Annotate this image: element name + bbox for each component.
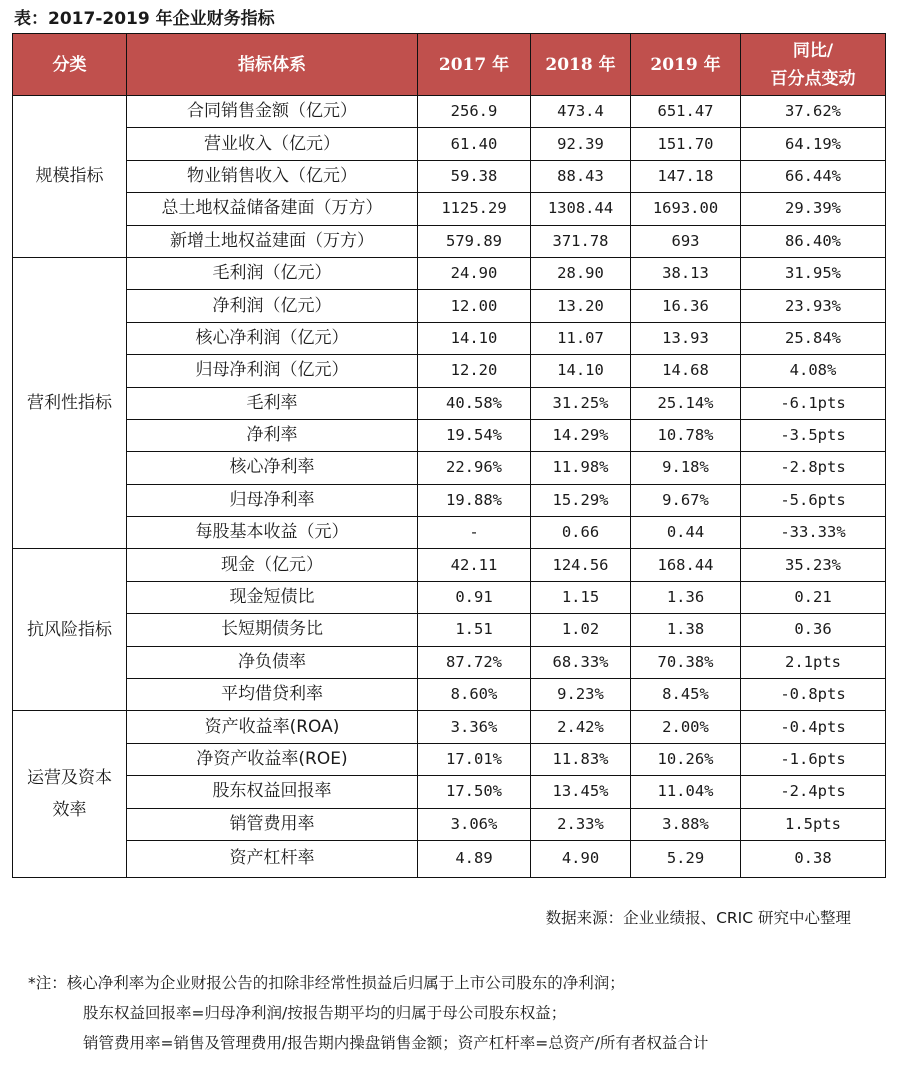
indicator-cell: 净资产收益率(ROE) [127,743,418,775]
indicator-cell: 核心净利率 [127,452,418,484]
table-row [13,355,886,387]
value-2018-cell: 1.15 [531,581,631,613]
table-row [13,646,886,678]
value-2017-cell: 87.72% [418,646,531,678]
change-cell: -3.5pts [741,419,886,451]
change-cell: 86.40% [741,225,886,257]
indicator-cell: 核心净利润（亿元） [127,322,418,354]
value-2017-cell: 22.96% [418,452,531,484]
change-cell: 66.44% [741,160,886,192]
table-row [13,160,886,192]
change-cell: -0.4pts [741,711,886,743]
indicator-cell: 归母净利润（亿元） [127,355,418,387]
change-cell: -33.33% [741,517,886,549]
header-indicator: 指标体系 [127,34,418,96]
value-2017-cell: 0.91 [418,581,531,613]
table-row [13,193,886,225]
value-2018-cell: 11.07 [531,322,631,354]
table-row [13,419,886,451]
header-change [741,34,886,96]
value-2019-cell: 2.00% [631,711,741,743]
indicator-cell: 净利润（亿元） [127,290,418,322]
value-2018-cell: 371.78 [531,225,631,257]
table-title: 表：2017-2019 年企业财务指标 [14,9,275,29]
value-2017-cell: 17.50% [418,776,531,808]
table-row [13,776,886,808]
footnote-3: 销管费用率=销售及管理费用/报告期内操盘销售金额；资产杠杆率=总资产/所有者权益合计 [83,1034,709,1052]
value-2018-cell: 2.33% [531,808,631,840]
footnote-2: 股东权益回报率=归母净利润/按报告期平均的归属于母公司股东权益； [83,1004,567,1022]
table-row [13,484,886,516]
value-2019-cell: 1.38 [631,614,741,646]
value-2018-cell: 1.02 [531,614,631,646]
value-2017-cell: 19.54% [418,419,531,451]
value-2017-cell: 61.40 [418,128,531,160]
value-2019-cell: 70.38% [631,646,741,678]
table-row [13,840,886,877]
change-cell: 0.38 [741,840,886,877]
header-row [13,34,886,96]
indicator-cell: 新增土地权益建面（万方） [127,225,418,257]
value-2019-cell: 9.18% [631,452,741,484]
change-cell: 0.21 [741,581,886,613]
table-body [13,96,886,878]
value-2018-cell: 14.10 [531,355,631,387]
change-cell: 1.5pts [741,808,886,840]
value-2019-cell: 8.45% [631,679,741,711]
value-2017-cell: 14.10 [418,322,531,354]
table-row [13,517,886,549]
value-2019-cell: 1.36 [631,581,741,613]
change-cell: 31.95% [741,257,886,289]
value-2018-cell: 1308.44 [531,193,631,225]
table-row [13,322,886,354]
table-row [13,128,886,160]
change-cell: -2.8pts [741,452,886,484]
value-2019-cell: 147.18 [631,160,741,192]
change-cell: 2.1pts [741,646,886,678]
category-cell: 运营及资本效率 [13,711,127,878]
indicator-cell: 毛利润（亿元） [127,257,418,289]
value-2017-cell: 8.60% [418,679,531,711]
table-row [13,679,886,711]
table-row [13,614,886,646]
header-2018: 2018 年 [531,34,631,96]
indicator-cell: 资产杠杆率 [127,840,418,877]
change-cell: -2.4pts [741,776,886,808]
footnote-1: *注：核心净利率为企业财报公告的扣除非经常性损益后归属于上市公司股东的净利润； [28,974,625,992]
value-2017-cell: 4.89 [418,840,531,877]
value-2019-cell: 168.44 [631,549,741,581]
value-2019-cell: 9.67% [631,484,741,516]
value-2018-cell: 124.56 [531,549,631,581]
value-2018-cell: 92.39 [531,128,631,160]
value-2017-cell: - [418,517,531,549]
value-2018-cell: 11.83% [531,743,631,775]
value-2019-cell: 0.44 [631,517,741,549]
table-row [13,96,886,128]
value-2019-cell: 3.88% [631,808,741,840]
indicator-cell: 物业销售收入（亿元） [127,160,418,192]
value-2017-cell: 19.88% [418,484,531,516]
change-cell: 0.36 [741,614,886,646]
change-cell: 37.62% [741,96,886,128]
value-2019-cell: 651.47 [631,96,741,128]
indicator-cell: 销管费用率 [127,808,418,840]
value-2019-cell: 693 [631,225,741,257]
value-2017-cell: 12.00 [418,290,531,322]
header-change-line1: 同比/ [792,40,834,61]
value-2018-cell: 4.90 [531,840,631,877]
value-2017-cell: 24.90 [418,257,531,289]
table-row [13,257,886,289]
value-2019-cell: 1693.00 [631,193,741,225]
value-2019-cell: 10.78% [631,419,741,451]
change-cell: -6.1pts [741,387,886,419]
category-cell: 营利性指标 [13,257,127,549]
indicator-cell: 平均借贷利率 [127,679,418,711]
indicator-cell: 合同销售金额（亿元） [127,96,418,128]
value-2017-cell: 256.9 [418,96,531,128]
category-cell: 规模指标 [13,96,127,258]
value-2019-cell: 25.14% [631,387,741,419]
header-2019: 2019 年 [631,34,741,96]
value-2018-cell: 473.4 [531,96,631,128]
value-2018-cell: 9.23% [531,679,631,711]
indicator-cell: 现金（亿元） [127,549,418,581]
value-2019-cell: 10.26% [631,743,741,775]
data-source-note: 数据来源：企业业绩报、CRIC 研究中心整理 [545,909,851,927]
change-cell: 4.08% [741,355,886,387]
value-2017-cell: 579.89 [418,225,531,257]
table-row [13,711,886,743]
value-2017-cell: 12.20 [418,355,531,387]
indicator-cell: 归母净利率 [127,484,418,516]
table-row [13,808,886,840]
indicator-cell: 现金短债比 [127,581,418,613]
value-2018-cell: 28.90 [531,257,631,289]
category-cell: 抗风险指标 [13,549,127,711]
value-2018-cell: 2.42% [531,711,631,743]
value-2018-cell: 0.66 [531,517,631,549]
value-2019-cell: 151.70 [631,128,741,160]
value-2019-cell: 5.29 [631,840,741,877]
change-cell: 35.23% [741,549,886,581]
table-row [13,581,886,613]
value-2017-cell: 40.58% [418,387,531,419]
value-2017-cell: 59.38 [418,160,531,192]
change-cell: 64.19% [741,128,886,160]
header-change-line2: 百分点变动 [770,68,856,89]
indicator-cell: 毛利率 [127,387,418,419]
indicator-cell: 资产收益率(ROA) [127,711,418,743]
header-category: 分类 [13,34,127,96]
table-row [13,743,886,775]
value-2017-cell: 1.51 [418,614,531,646]
indicator-cell: 净利率 [127,419,418,451]
indicator-cell: 每股基本收益（元） [127,517,418,549]
change-cell: 23.93% [741,290,886,322]
value-2018-cell: 15.29% [531,484,631,516]
value-2019-cell: 38.13 [631,257,741,289]
table-row [13,549,886,581]
table-row [13,225,886,257]
table-row [13,452,886,484]
indicator-cell: 总土地权益储备建面（万方） [127,193,418,225]
indicator-cell: 净负债率 [127,646,418,678]
indicator-cell: 长短期债务比 [127,614,418,646]
value-2019-cell: 14.68 [631,355,741,387]
value-2018-cell: 13.20 [531,290,631,322]
value-2018-cell: 14.29% [531,419,631,451]
change-cell: -5.6pts [741,484,886,516]
value-2018-cell: 88.43 [531,160,631,192]
value-2019-cell: 11.04% [631,776,741,808]
value-2018-cell: 13.45% [531,776,631,808]
table-row [13,387,886,419]
value-2018-cell: 11.98% [531,452,631,484]
footnotes [28,968,708,1058]
change-cell: -0.8pts [741,679,886,711]
change-cell: -1.6pts [741,743,886,775]
value-2018-cell: 31.25% [531,387,631,419]
value-2017-cell: 3.36% [418,711,531,743]
change-cell: 29.39% [741,193,886,225]
value-2017-cell: 17.01% [418,743,531,775]
value-2017-cell: 42.11 [418,549,531,581]
value-2017-cell: 3.06% [418,808,531,840]
value-2018-cell: 68.33% [531,646,631,678]
table-row [13,290,886,322]
header-2017: 2017 年 [418,34,531,96]
financial-indicators-table [12,33,886,878]
indicator-cell: 股东权益回报率 [127,776,418,808]
indicator-cell: 营业收入（亿元） [127,128,418,160]
value-2019-cell: 16.36 [631,290,741,322]
change-cell: 25.84% [741,322,886,354]
value-2017-cell: 1125.29 [418,193,531,225]
value-2019-cell: 13.93 [631,322,741,354]
